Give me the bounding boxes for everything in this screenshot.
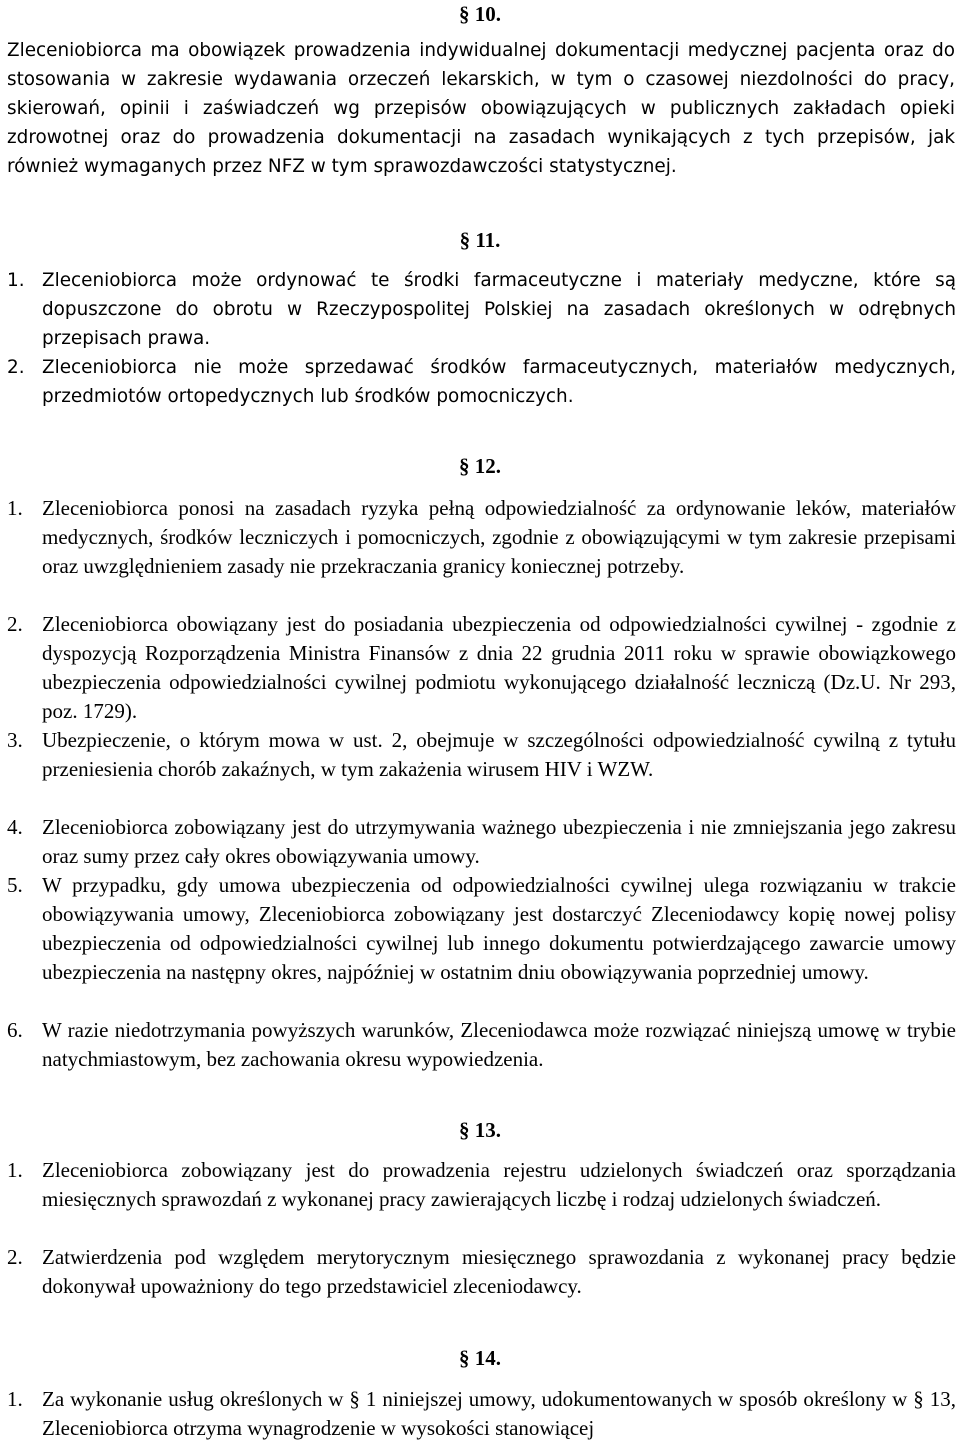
item-number: 1.: [7, 1387, 23, 1411]
section-11-item: [0, 266, 956, 353]
item-number: 3.: [7, 728, 23, 752]
item-text: Za wykonanie usług określonych w § 1 niniejszej umowy, udokumentowanych w sposób określony w § 13, Zleceniobiorca otrzyma wynagrodzenie w wysokości stanowiącej: [42, 1387, 956, 1440]
section-12-item: [0, 494, 956, 581]
section-heading-10: § 10.: [459, 2, 501, 26]
section-heading-13: § 13.: [459, 1118, 501, 1142]
item-number: 6.: [7, 1018, 23, 1042]
item-text: Zleceniobiorca ponosi na zasadach ryzyka pełną odpowiedzialność za ordynowanie leków, materiałów medycznych, środków leczniczych i pomocniczych, zgodnie z obowiązującymi w tym zakresie przepisami oraz uwzględnieniem zasady nie przekraczania granicy koniecznej potrzeby.: [42, 496, 956, 578]
section-12-item: [0, 1016, 956, 1074]
section-11-item: [0, 353, 956, 411]
item-text: Zatwierdzenia pod względem merytorycznym miesięcznego sprawozdania z wykonanej pracy będzie dokonywał upoważniony do tego przedstawiciel zleceniodawcy.: [42, 1245, 956, 1298]
item-number: 1.: [7, 496, 23, 520]
item-number: 1.: [7, 270, 25, 291]
item-text: W razie niedotrzymania powyższych warunków, Zleceniodawca może rozwiązać niniejszą umowę w trybie natychmiastowym, bez zachowania okresu wypowiedzenia.: [42, 1018, 956, 1071]
item-number: 5.: [7, 873, 23, 897]
item-text: Zleceniobiorca obowiązany jest do posiadania ubezpieczenia od odpowiedzialności cywilnej - zgodnie z dyspozycją Rozporządzenia Ministra Finansów z dnia 22 grudnia 2011 roku w sprawie obowiązkowego ubezpieczenia odpowiedzialności cywilnej podmiotu wykonującego działalność leczniczą (Dz.U. Nr 293, poz. 1729).: [42, 612, 956, 723]
section-heading-11: § 11.: [459, 228, 501, 252]
section-12-item: [0, 813, 956, 871]
item-text: W przypadku, gdy umowa ubezpieczenia od odpowiedzialności cywilnej ulega rozwiązaniu w trakcie obowiązywania umowy, Zleceniobiorca zobowiązany jest dostarczyć Zleceniodawcy kopię nowej polisy ubezpieczenia od odpowiedzialności cywilnej lub innego dokumentu potwierdzającego zawarcie umowy ubezpieczenia na następny okres, najpóźniej w ostatnim dniu obowiązywania poprzedniej umowy.: [42, 873, 956, 984]
item-text: Zleceniobiorca zobowiązany jest do prowadzenia rejestru udzielonych świadczeń oraz sporządzania miesięcznych sprawozdań z wykonanej pracy zawierających liczbę i rodzaj udzielonych świadczeń.: [42, 1158, 956, 1211]
section-10-paragraph: Zleceniobiorca ma obowiązek prowadzenia indywidualnej dokumentacji medycznej pacjenta oraz do stosowania w zakresie wydawania orzeczeń lekarskich, w tym o czasowej niezdolności do pracy, skierowań, opinii i zaświadczeń wg przepisów obowiązujących w publicznych zakładach opieki zdrowotnej oraz do prowadzenia dokumentacji na zasadach wynikających z tych przepisów, jak również wymaganych przez NFZ w tym sprawozdawczości statystycznej.: [7, 40, 955, 177]
section-12-item: [0, 871, 956, 987]
section-heading-12: § 12.: [459, 454, 501, 478]
section-13-item: [0, 1156, 956, 1214]
item-number: 4.: [7, 815, 23, 839]
section-12-item: [0, 610, 956, 726]
section-12-item: [0, 726, 956, 784]
item-number: 1.: [7, 1158, 23, 1182]
item-text: Zleceniobiorca nie może sprzedawać środków farmaceutycznych, materiałów medycznych, przedmiotów ortopedycznych lub środków pomocniczych.: [42, 357, 956, 407]
item-number: 2.: [7, 612, 23, 636]
item-number: 2.: [7, 357, 25, 378]
item-text: Zleceniobiorca zobowiązany jest do utrzymywania ważnego ubezpieczenia i nie zmniejszania jego zakresu oraz sumy przez cały okres obowiązywania umowy.: [42, 815, 956, 868]
section-13-item: [0, 1243, 956, 1301]
item-number: 2.: [7, 1245, 23, 1269]
section-heading-14: § 14.: [459, 1346, 501, 1370]
item-text: Ubezpieczenie, o którym mowa w ust. 2, obejmuje w szczególności odpowiedzialność cywilną z tytułu przeniesienia chorób zakaźnych, w tym zakażenia wirusem HIV i WZW.: [42, 728, 956, 781]
item-text: Zleceniobiorca może ordynować te środki farmaceutyczne i materiały medyczne, które są dopuszczone do obrotu w Rzeczypospolitej Polskiej na zasadach określonych w odrębnych przepisach prawa.: [42, 270, 956, 349]
section-14-item: [0, 1385, 956, 1443]
